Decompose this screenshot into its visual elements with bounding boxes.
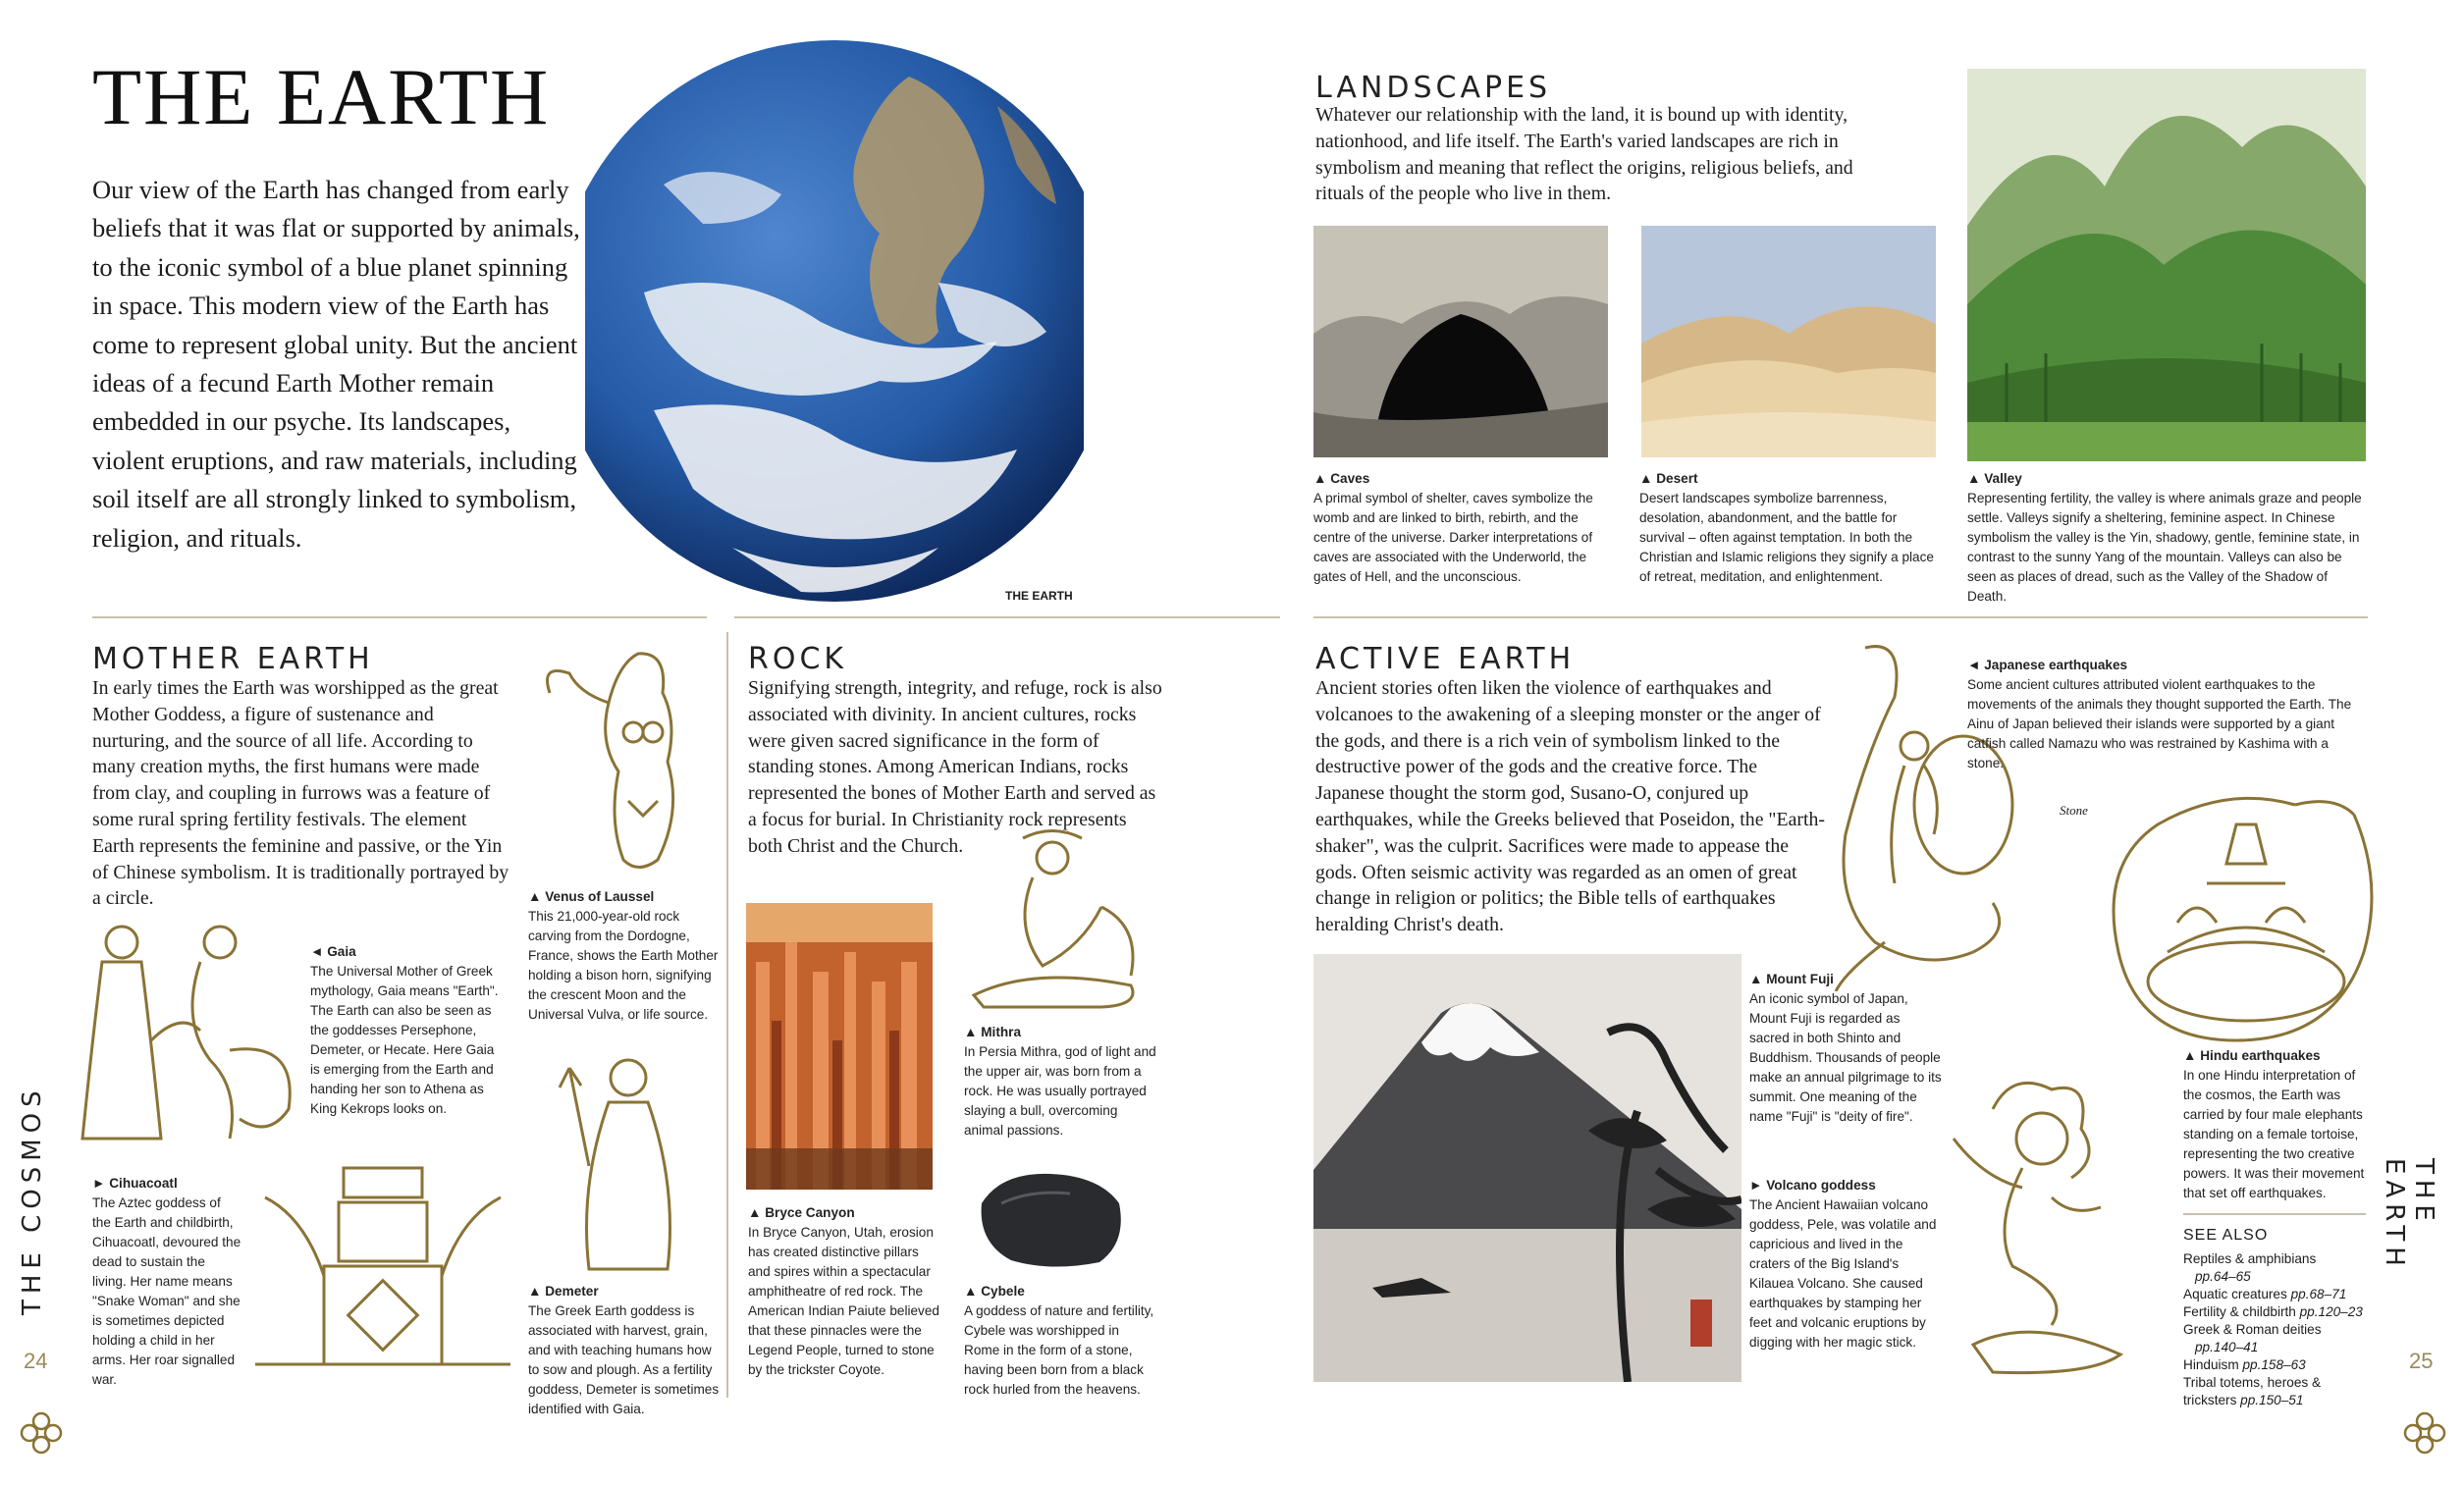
see-also-item[interactable]: Aquatic creatures pp.68–71 [2183,1287,2347,1301]
earth-photo [585,37,1084,605]
see-also-item[interactable]: Hinduism pp.158–63 [2183,1357,2306,1372]
mount-fuji-print [1313,954,1741,1382]
mount-fuji-caption: ▲ Mount Fuji An iconic symbol of Japan, Mount Fuji is regarded as sacred in both Shinto and Buddhism. Thousands of people make an annual pilgrimage to its summit. One meaning of the name "Fuji" is "deity of fire". [1749,972,1942,1124]
column-divider [726,632,728,1398]
page-title: THE EARTH [92,52,551,141]
left-divider [92,616,707,618]
active-earth-heading: ACTIVE EARTH [1315,642,1576,676]
gaia-drawing [73,923,304,1148]
venus-drawing [530,634,717,879]
caves-caption: ▲ Caves A primal symbol of shelter, caves symbolize the womb and are linked to birth, rebirth, and the centre of the universe. Darker interpretations of caves are associated with the Underworld, the gates of Hell, and the unconscious. [1313,471,1593,584]
demeter-drawing [530,1048,707,1274]
rock-body: Signifying strength, integrity, and refuge, rock is also associated with divinity. In ancient cultures, rocks were given sacred significance in the form of standing stones. Among American Indians, rocks represented the bones of Mother Earth and served as a focus for burial. In Christianity rock represents both Christ and the Church. [748,677,1162,857]
hindu-earthquakes-caption: ▲ Hindu earthquakes In one Hindu interpretation of the cosmos, the Earth was carried by four male elephants standing on a female tortoise, representing the two creative powers. It was their movement that set off earthquakes. [2183,1048,2365,1200]
caves-photo [1313,226,1608,457]
see-also-list [2183,1250,2370,1409]
landscapes-body: Whatever our relationship with the land, it is bound up with identity, nationhood, and life itself. The Earth's varied landscapes are rich in symbolism and meaning that reflect the origins, religious beliefs, and rituals of the people who live in them. [1315,104,1853,205]
venus-caption: ▲ Venus of Laussel This 21,000-year-old rock carving from the Dordogne, France, shows the Earth Mother holding a bison horn, signifying the crescent Moon and the Universal Vulva, or life source. [528,889,719,1022]
ornament-left-icon [20,1411,63,1455]
side-label-left: THE COSMOS [18,1085,47,1315]
volcano-goddess-caption: ► Volcano goddess The Ancient Hawaiian volcano goddess, Pele, was volatile and capricious and lived in the craters of the Big Island's Kilauea Volcano. She caused earthquakes by stamping her feet and volcanic eruptions by digging with her magic stick. [1749,1178,1937,1350]
see-also-rule [2183,1213,2366,1215]
bryce-canyon-photo [746,903,933,1190]
page-number-right: 25 [2409,1349,2434,1373]
hindu-cosmos-drawing [2099,785,2384,1050]
side-label-right: THE EARTH [2380,1158,2438,1272]
page-number-left: 24 [24,1349,48,1373]
gaia-caption: ◄ Gaia The Universal Mother of Greek mythology, Gaia means "Earth". The Earth can also be seen as the goddesses Persephone, Demeter, or Hecate. Here Gaia is emerging from the Earth and handing her son to Athena as King Kekrops looks on. [310,944,499,1116]
desert-caption: ▲ Desert Desert landscapes symbolize barrenness, desolation, abandonment, and the battle for survival – often against temptation. In both the Christian and Islamic religions they signify a place of retreat, meditation, and enlightenment. [1639,471,1934,584]
earth-caption: THE EARTH [1005,589,1073,603]
mithra-caption: ▲ Mithra In Persia Mithra, god of light and the upper air, was born from a rock. He was usually portrayed slaying a bull, overcoming animal passions. [964,1025,1156,1138]
see-also-item[interactable]: Tribal totems, heroes & tricksters pp.150–51 [2183,1375,2322,1407]
right-divider [1313,616,2368,618]
cihuacoatl-drawing [245,1158,520,1384]
cihuacoatl-caption: ► Cihuacoatl The Aztec goddess of the Earth and childbirth, Cihuacoatl, devoured the dead to sustain the living. Her name means "Snake Woman" and she is sometimes depicted holding a child in her arms. Her roar signalled war. [92,1176,241,1387]
cybele-caption: ▲ Cybele A goddess of nature and fertility, Cybele was worshipped in Rome in the form of a stone, having been born from a black rock hurled from the heavens. [964,1284,1154,1397]
landscapes-heading: LANDSCAPES [1315,71,1552,105]
volcano-goddess-drawing [1934,1070,2130,1378]
cybele-stone-photo [972,1164,1129,1274]
see-also-item[interactable]: Reptiles & amphibians pp.64–65 [2183,1251,2317,1284]
valley-painting [1967,69,2366,461]
see-also-item[interactable]: Greek & Roman deities pp.140–41 [2183,1322,2322,1354]
see-also-title: SEE ALSO [2183,1227,2269,1244]
desert-photo [1641,226,1936,457]
valley-caption: ▲ Valley Representing fertility, the valley is where animals graze and people settle. Valleys signify a sheltering, feminine aspect. In Chinese symbolism the valley is the Yin, shadowy, gentle, feminine state, in contrast to the sunny Yang of the mountain. Valleys can also be seen as places of dread, such as the Valley of the Shadow of Death. [1967,471,2362,604]
stone-label: Stone [2060,803,2088,818]
rock-heading: ROCK [748,642,848,676]
active-earth-body: Ancient stories often liken the violence of earthquakes and volcanoes to the awakening of a sleeping monster or the anger of the gods, and there is a rich vein of symbolism linked to the destructive power of the gods and the creative force. The Japanese thought the storm god, Susano-O, conjured up earthquakes, while the Greeks believed that Poseidon, the "Earth-shaker", was the culprit. Sacrifices were made to appease the gods. Often seismic activity was regarded as an omen of great change in religion or politics; the Bible tells of earthquakes heralding Christ's death. [1315,677,1825,936]
see-also-item[interactable]: Fertility & childbirth pp.120–23 [2183,1304,2363,1319]
japanese-earthquakes-caption: ◄ Japanese earthquakes Some ancient cultures attributed violent earthquakes to the movements of the animals they thought supported the Earth. The Ainu of Japan believed their islands were supported by a giant catfish called Namazu who was restrained by Kashima with a stone. [1967,658,2352,770]
mother-earth-heading: MOTHER EARTH [92,642,374,676]
intro-paragraph: Our view of the Earth has changed from early beliefs that it was flat or supported by animals, to the iconic symbol of a blue planet spinning in space. This modern view of the Earth has come to represent global unity. But the ancient ideas of a fecund Earth Mother remain embedded in our psyche. Its landscapes, violent eruptions, and raw materials, including soil itself are all strongly linked to symbolism, religion, and rituals. [92,175,580,553]
bryce-canyon-caption: ▲ Bryce Canyon In Bryce Canyon, Utah, erosion has created distinctive pillars and spires within a spectacular amphitheatre of red rock. The American Indian Paiute believed that these pinnacles were the Legend People, turned to stone by the trickster Coyote. [748,1205,939,1377]
demeter-caption: ▲ Demeter The Greek Earth goddess is associated with harvest, grain, and with teaching humans how to sow and plough. As a fertility goddess, Demeter is sometimes identified with Gaia. [528,1284,720,1416]
left-divider-2 [734,616,1280,618]
ornament-right-icon [2403,1411,2446,1455]
mother-earth-body: In early times the Earth was worshipped as the great Mother Goddess, a figure of sustenance and nurturing, and the source of all life. According to many creation myths, the first humans were made from clay, and coupling in furrows was a feature of some rural spring fertility festivals. The element Earth represents the feminine and passive, or the Yin of Chinese symbolism. It is traditionally portrayed by a circle. [92,677,509,910]
mithra-drawing [954,828,1154,1013]
